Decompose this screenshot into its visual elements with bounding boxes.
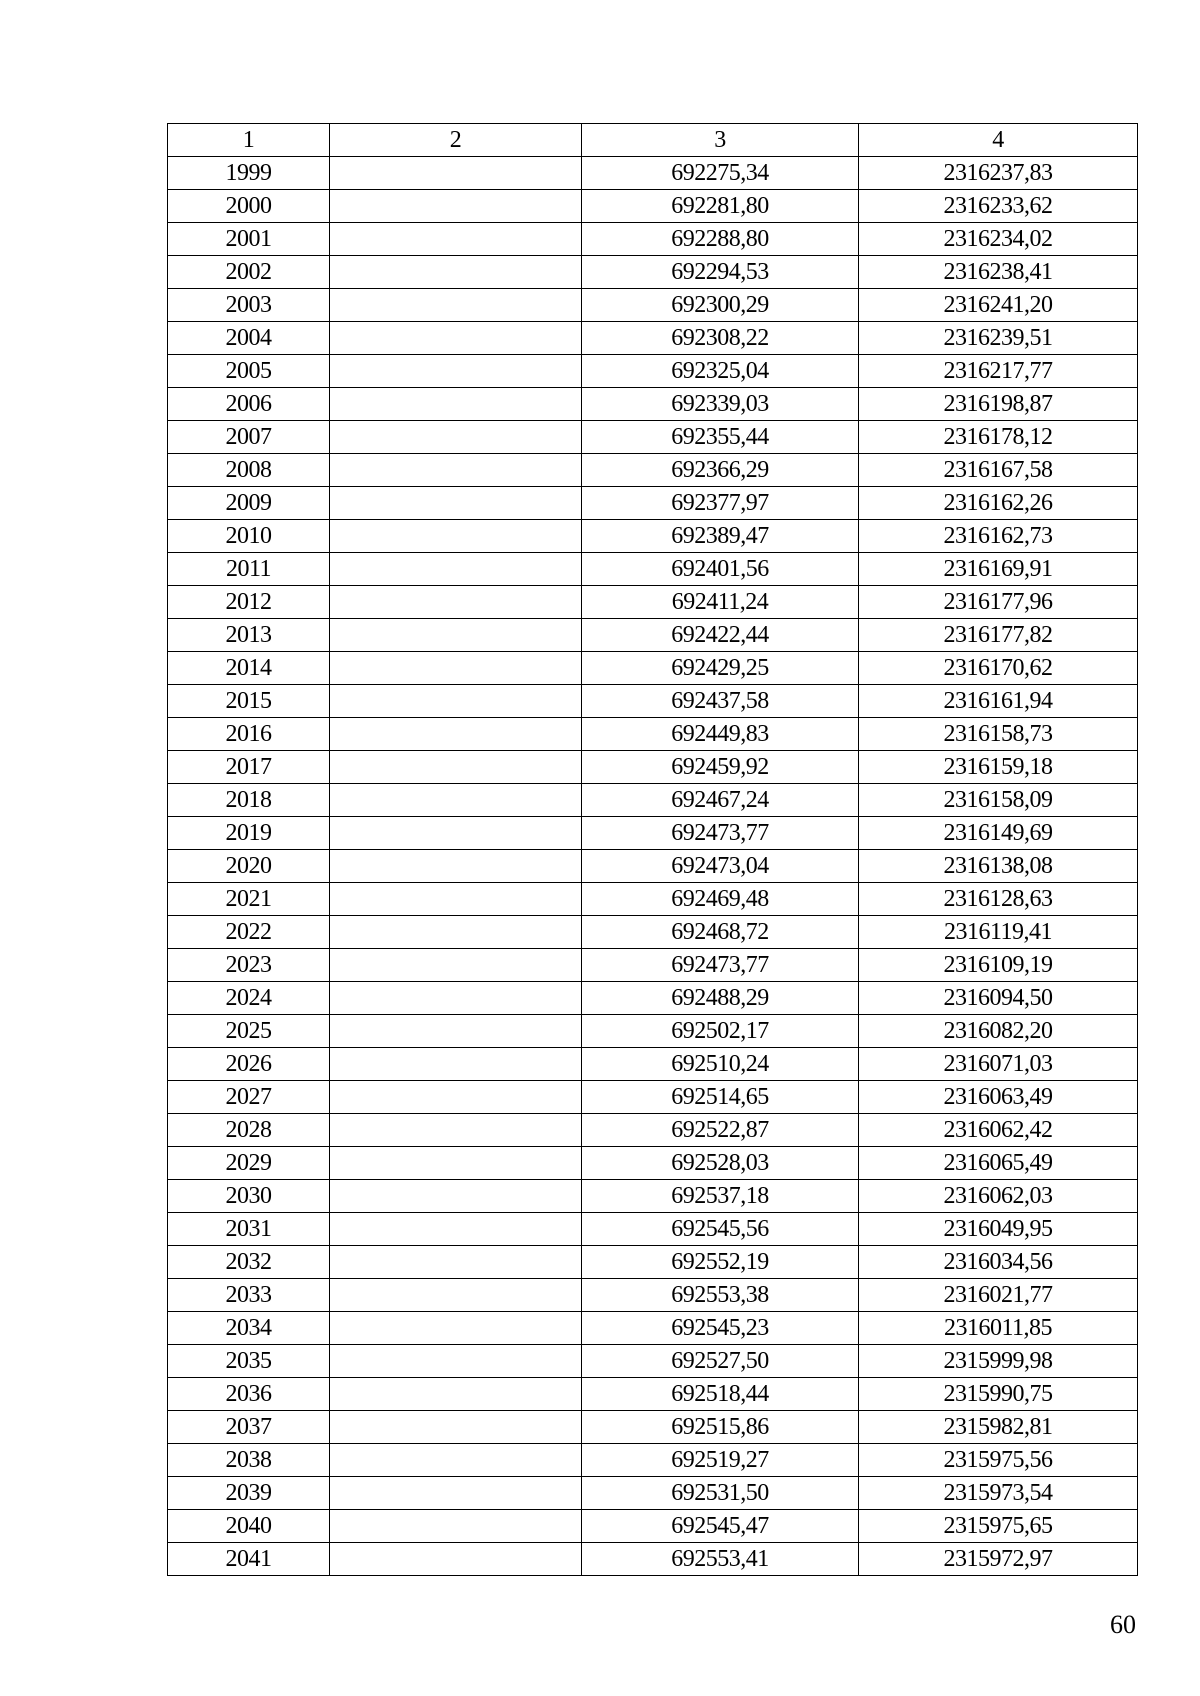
x-coordinate-cell: 692339,03 (582, 388, 859, 421)
table-body (168, 157, 1138, 1576)
x-coordinate-cell: 692355,44 (582, 421, 859, 454)
table-row (168, 751, 1138, 784)
x-coordinate-cell: 692531,50 (582, 1477, 859, 1510)
coordinates-table (167, 123, 1138, 1576)
x-coordinate-cell: 692325,04 (582, 355, 859, 388)
table-row (168, 982, 1138, 1015)
empty-cell (330, 454, 582, 487)
point-number-cell: 2033 (168, 1279, 330, 1312)
point-number-cell: 2025 (168, 1015, 330, 1048)
point-number-cell: 2030 (168, 1180, 330, 1213)
y-coordinate-cell: 2316169,91 (859, 553, 1138, 586)
empty-cell (330, 685, 582, 718)
y-coordinate-cell: 2316239,51 (859, 322, 1138, 355)
table-row (168, 1015, 1138, 1048)
x-coordinate-cell: 692449,83 (582, 718, 859, 751)
table-row (168, 1543, 1138, 1576)
table-row (168, 553, 1138, 586)
x-coordinate-cell: 692294,53 (582, 256, 859, 289)
empty-cell (330, 850, 582, 883)
table-row (168, 652, 1138, 685)
table-row (168, 916, 1138, 949)
y-coordinate-cell: 2316162,26 (859, 487, 1138, 520)
table-row (168, 718, 1138, 751)
point-number-cell: 2037 (168, 1411, 330, 1444)
empty-cell (330, 916, 582, 949)
point-number-cell: 2000 (168, 190, 330, 223)
x-coordinate-cell: 692422,44 (582, 619, 859, 652)
x-coordinate-cell: 692553,38 (582, 1279, 859, 1312)
x-coordinate-cell: 692473,77 (582, 817, 859, 850)
y-coordinate-cell: 2316021,77 (859, 1279, 1138, 1312)
x-coordinate-cell: 692528,03 (582, 1147, 859, 1180)
table-row (168, 1510, 1138, 1543)
point-number-cell: 2034 (168, 1312, 330, 1345)
point-number-cell: 2016 (168, 718, 330, 751)
empty-cell (330, 520, 582, 553)
column-header-2: 2 (330, 124, 582, 157)
x-coordinate-cell: 692518,44 (582, 1378, 859, 1411)
y-coordinate-cell: 2315975,65 (859, 1510, 1138, 1543)
empty-cell (330, 355, 582, 388)
point-number-cell: 2024 (168, 982, 330, 1015)
point-number-cell: 2023 (168, 949, 330, 982)
table-row (168, 1378, 1138, 1411)
x-coordinate-cell: 692366,29 (582, 454, 859, 487)
y-coordinate-cell: 2316149,69 (859, 817, 1138, 850)
empty-cell (330, 1510, 582, 1543)
x-coordinate-cell: 692510,24 (582, 1048, 859, 1081)
y-coordinate-cell: 2316241,20 (859, 289, 1138, 322)
empty-cell (330, 190, 582, 223)
point-number-cell: 2031 (168, 1213, 330, 1246)
empty-cell (330, 1312, 582, 1345)
point-number-cell: 2022 (168, 916, 330, 949)
empty-cell (330, 553, 582, 586)
y-coordinate-cell: 2316233,62 (859, 190, 1138, 223)
y-coordinate-cell: 2316094,50 (859, 982, 1138, 1015)
page-number: 60 (1110, 1610, 1136, 1639)
x-coordinate-cell: 692377,97 (582, 487, 859, 520)
x-coordinate-cell: 692275,34 (582, 157, 859, 190)
empty-cell (330, 1015, 582, 1048)
y-coordinate-cell: 2315999,98 (859, 1345, 1138, 1378)
table-row (168, 1180, 1138, 1213)
empty-cell (330, 487, 582, 520)
table-row (168, 487, 1138, 520)
y-coordinate-cell: 2315972,97 (859, 1543, 1138, 1576)
y-coordinate-cell: 2316062,42 (859, 1114, 1138, 1147)
empty-cell (330, 751, 582, 784)
table-row (168, 784, 1138, 817)
y-coordinate-cell: 2316198,87 (859, 388, 1138, 421)
empty-cell (330, 1477, 582, 1510)
x-coordinate-cell: 692519,27 (582, 1444, 859, 1477)
table-row (168, 388, 1138, 421)
point-number-cell: 2017 (168, 751, 330, 784)
point-number-cell: 2028 (168, 1114, 330, 1147)
x-coordinate-cell: 692553,41 (582, 1543, 859, 1576)
table-row (168, 1411, 1138, 1444)
y-coordinate-cell: 2316109,19 (859, 949, 1138, 982)
point-number-cell: 2015 (168, 685, 330, 718)
point-number-cell: 2026 (168, 1048, 330, 1081)
table-row (168, 1477, 1138, 1510)
y-coordinate-cell: 2315975,56 (859, 1444, 1138, 1477)
x-coordinate-cell: 692537,18 (582, 1180, 859, 1213)
empty-cell (330, 982, 582, 1015)
table-row (168, 883, 1138, 916)
y-coordinate-cell: 2316162,73 (859, 520, 1138, 553)
empty-cell (330, 949, 582, 982)
column-header-4: 4 (859, 124, 1138, 157)
point-number-cell: 2020 (168, 850, 330, 883)
table-row (168, 1444, 1138, 1477)
y-coordinate-cell: 2315982,81 (859, 1411, 1138, 1444)
x-coordinate-cell: 692437,58 (582, 685, 859, 718)
table-row (168, 190, 1138, 223)
table-row (168, 256, 1138, 289)
empty-cell (330, 1048, 582, 1081)
x-coordinate-cell: 692281,80 (582, 190, 859, 223)
y-coordinate-cell: 2316217,77 (859, 355, 1138, 388)
table-row (168, 1081, 1138, 1114)
x-coordinate-cell: 692468,72 (582, 916, 859, 949)
empty-cell (330, 1213, 582, 1246)
x-coordinate-cell: 692514,65 (582, 1081, 859, 1114)
empty-cell (330, 619, 582, 652)
y-coordinate-cell: 2316167,58 (859, 454, 1138, 487)
x-coordinate-cell: 692545,47 (582, 1510, 859, 1543)
point-number-cell: 2003 (168, 289, 330, 322)
point-number-cell: 2009 (168, 487, 330, 520)
table-row (168, 157, 1138, 190)
point-number-cell: 2035 (168, 1345, 330, 1378)
empty-cell (330, 652, 582, 685)
point-number-cell: 2040 (168, 1510, 330, 1543)
empty-cell (330, 817, 582, 850)
x-coordinate-cell: 692545,56 (582, 1213, 859, 1246)
y-coordinate-cell: 2316161,94 (859, 685, 1138, 718)
point-number-cell: 2032 (168, 1246, 330, 1279)
table-row (168, 223, 1138, 256)
empty-cell (330, 1279, 582, 1312)
y-coordinate-cell: 2316159,18 (859, 751, 1138, 784)
y-coordinate-cell: 2316237,83 (859, 157, 1138, 190)
x-coordinate-cell: 692527,50 (582, 1345, 859, 1378)
point-number-cell: 2012 (168, 586, 330, 619)
y-coordinate-cell: 2316062,03 (859, 1180, 1138, 1213)
x-coordinate-cell: 692515,86 (582, 1411, 859, 1444)
point-number-cell: 2038 (168, 1444, 330, 1477)
x-coordinate-cell: 692552,19 (582, 1246, 859, 1279)
empty-cell (330, 784, 582, 817)
empty-cell (330, 1345, 582, 1378)
table-row (168, 685, 1138, 718)
empty-cell (330, 157, 582, 190)
x-coordinate-cell: 692429,25 (582, 652, 859, 685)
empty-cell (330, 1180, 582, 1213)
table-row (168, 322, 1138, 355)
empty-cell (330, 1081, 582, 1114)
y-coordinate-cell: 2316138,08 (859, 850, 1138, 883)
y-coordinate-cell: 2316158,73 (859, 718, 1138, 751)
y-coordinate-cell: 2316082,20 (859, 1015, 1138, 1048)
x-coordinate-cell: 692469,48 (582, 883, 859, 916)
point-number-cell: 2001 (168, 223, 330, 256)
x-coordinate-cell: 692545,23 (582, 1312, 859, 1345)
x-coordinate-cell: 692401,56 (582, 553, 859, 586)
point-number-cell: 2010 (168, 520, 330, 553)
column-header-1: 1 (168, 124, 330, 157)
table-row (168, 1246, 1138, 1279)
empty-cell (330, 1114, 582, 1147)
empty-cell (330, 223, 582, 256)
column-header-3: 3 (582, 124, 859, 157)
x-coordinate-cell: 692288,80 (582, 223, 859, 256)
y-coordinate-cell: 2316119,41 (859, 916, 1138, 949)
point-number-cell: 2021 (168, 883, 330, 916)
x-coordinate-cell: 692308,22 (582, 322, 859, 355)
empty-cell (330, 421, 582, 454)
empty-cell (330, 322, 582, 355)
x-coordinate-cell: 692300,29 (582, 289, 859, 322)
y-coordinate-cell: 2316071,03 (859, 1048, 1138, 1081)
empty-cell (330, 289, 582, 322)
table-row (168, 421, 1138, 454)
empty-cell (330, 1378, 582, 1411)
y-coordinate-cell: 2316128,63 (859, 883, 1138, 916)
empty-cell (330, 1246, 582, 1279)
y-coordinate-cell: 2315973,54 (859, 1477, 1138, 1510)
empty-cell (330, 883, 582, 916)
y-coordinate-cell: 2316011,85 (859, 1312, 1138, 1345)
y-coordinate-cell: 2316158,09 (859, 784, 1138, 817)
x-coordinate-cell: 692389,47 (582, 520, 859, 553)
point-number-cell: 2006 (168, 388, 330, 421)
empty-cell (330, 1543, 582, 1576)
table-row (168, 1345, 1138, 1378)
y-coordinate-cell: 2316177,96 (859, 586, 1138, 619)
point-number-cell: 2036 (168, 1378, 330, 1411)
table-row (168, 817, 1138, 850)
table-row (168, 949, 1138, 982)
point-number-cell: 2039 (168, 1477, 330, 1510)
y-coordinate-cell: 2316049,95 (859, 1213, 1138, 1246)
empty-cell (330, 388, 582, 421)
point-number-cell: 2008 (168, 454, 330, 487)
x-coordinate-cell: 692502,17 (582, 1015, 859, 1048)
x-coordinate-cell: 692473,04 (582, 850, 859, 883)
y-coordinate-cell: 2316238,41 (859, 256, 1138, 289)
point-number-cell: 2004 (168, 322, 330, 355)
table-row (168, 1114, 1138, 1147)
point-number-cell: 2041 (168, 1543, 330, 1576)
point-number-cell: 1999 (168, 157, 330, 190)
x-coordinate-cell: 692411,24 (582, 586, 859, 619)
point-number-cell: 2019 (168, 817, 330, 850)
table-row (168, 1147, 1138, 1180)
empty-cell (330, 1411, 582, 1444)
y-coordinate-cell: 2316034,56 (859, 1246, 1138, 1279)
empty-cell (330, 586, 582, 619)
x-coordinate-cell: 692459,92 (582, 751, 859, 784)
table-row (168, 619, 1138, 652)
table-row (168, 586, 1138, 619)
empty-cell (330, 1147, 582, 1180)
point-number-cell: 2018 (168, 784, 330, 817)
point-number-cell: 2005 (168, 355, 330, 388)
y-coordinate-cell: 2316063,49 (859, 1081, 1138, 1114)
point-number-cell: 2014 (168, 652, 330, 685)
y-coordinate-cell: 2316065,49 (859, 1147, 1138, 1180)
y-coordinate-cell: 2316177,82 (859, 619, 1138, 652)
point-number-cell: 2007 (168, 421, 330, 454)
empty-cell (330, 256, 582, 289)
table-row (168, 1279, 1138, 1312)
table-row (168, 1048, 1138, 1081)
x-coordinate-cell: 692522,87 (582, 1114, 859, 1147)
point-number-cell: 2027 (168, 1081, 330, 1114)
x-coordinate-cell: 692467,24 (582, 784, 859, 817)
table-row (168, 454, 1138, 487)
x-coordinate-cell: 692473,77 (582, 949, 859, 982)
point-number-cell: 2029 (168, 1147, 330, 1180)
y-coordinate-cell: 2316178,12 (859, 421, 1138, 454)
table-header-row (168, 124, 1138, 157)
y-coordinate-cell: 2315990,75 (859, 1378, 1138, 1411)
point-number-cell: 2011 (168, 553, 330, 586)
table-row (168, 850, 1138, 883)
y-coordinate-cell: 2316234,02 (859, 223, 1138, 256)
table-row (168, 355, 1138, 388)
point-number-cell: 2013 (168, 619, 330, 652)
table-row (168, 1312, 1138, 1345)
table-row (168, 289, 1138, 322)
x-coordinate-cell: 692488,29 (582, 982, 859, 1015)
table-row (168, 520, 1138, 553)
y-coordinate-cell: 2316170,62 (859, 652, 1138, 685)
empty-cell (330, 1444, 582, 1477)
table-row (168, 1213, 1138, 1246)
point-number-cell: 2002 (168, 256, 330, 289)
empty-cell (330, 718, 582, 751)
